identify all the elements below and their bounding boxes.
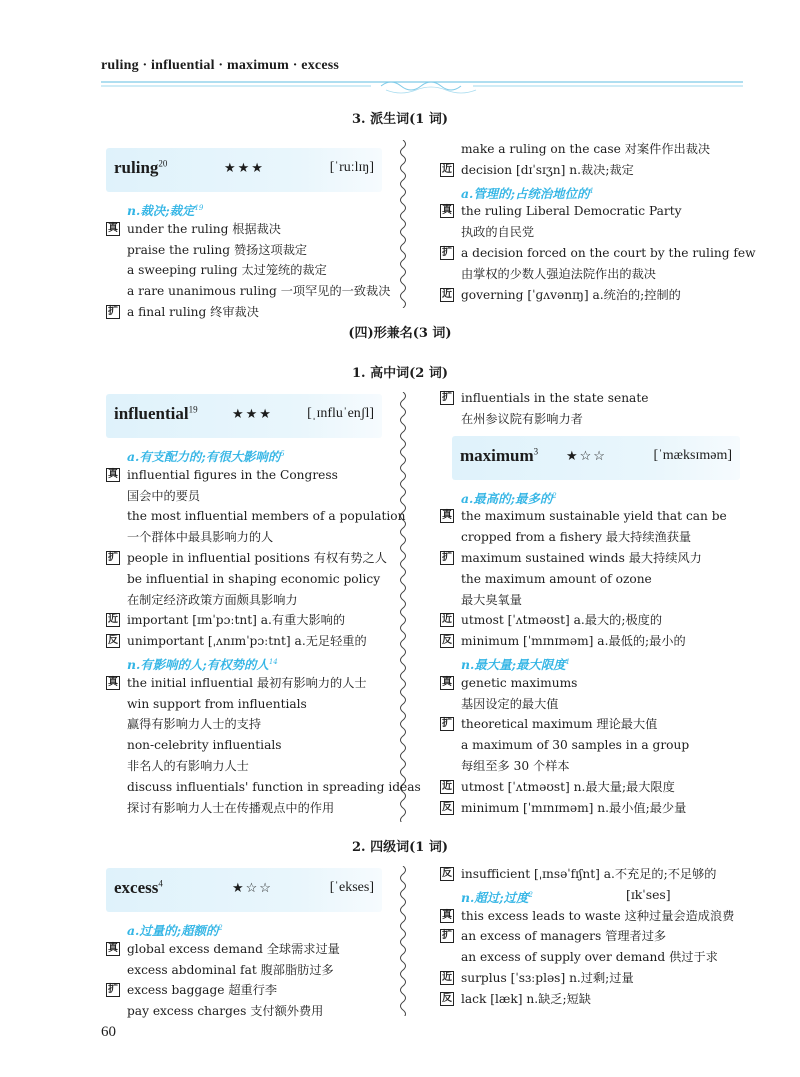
headword: ruling$^{20}$ [114, 158, 168, 177]
synonym-line: 近 decision [dɪˈsɪʒn] n.裁决;裁定 [442, 162, 634, 177]
example-line: 国会中的要员 [127, 488, 201, 503]
example-line: 基因设定的最大值 [461, 696, 559, 711]
page-number: 60 [101, 1024, 116, 1040]
near-label: 近 [442, 163, 452, 175]
headword: maximum$^3$ [460, 445, 539, 465]
example-line: 由掌权的少数人强迫法院作出的裁决 [461, 266, 656, 281]
example-line: 真 this excess leads to waste 这种过量会造成浪费 [442, 908, 735, 923]
headword-box [106, 394, 382, 438]
example-line: 执政的自民党 [461, 225, 535, 240]
example-line: 在州参议院有影响力者 [461, 411, 583, 426]
antonym-line: 反 minimum [ˈmɪnɪməm] n.最小值;最少量 [442, 800, 687, 815]
example-line: a sweeping ruling 太过笼统的裁定 [127, 263, 327, 278]
example-line: 扩 an excess of managers 管理者过多 [442, 929, 667, 944]
near-label: 近 [442, 971, 452, 983]
frequency-stars: ★★★ [224, 161, 265, 176]
synonym-line: 近 utmost [ˈʌtməʊst] n.最大量;最大限度 [442, 779, 675, 794]
header-ornament [101, 78, 743, 98]
sense: n.超过;过度$^2$ [ɪkˈses] [461, 886, 671, 905]
antonym-line: 反 insufficient [ˌɪnsəˈfɪʃnt] a.不充足的;不足够的 [442, 867, 717, 881]
real-label: 真 [108, 942, 118, 954]
example-line: 扩 a decision forced on the court by the ruling few [442, 245, 756, 260]
anti-label: 反 [442, 992, 452, 1004]
real-label: 真 [108, 468, 118, 480]
phonetic: [ˌɪnfluˈenʃl] [307, 406, 374, 421]
example-line: 真 the ruling Liberal Democratic Party [442, 204, 682, 219]
ext-label: 扩 [442, 246, 452, 258]
near-label: 近 [442, 780, 452, 792]
example-line: an excess of supply over demand 供过于求 [461, 950, 718, 965]
section-heading-derived: 3. 派生词(1 词) [352, 112, 448, 127]
example-line: a rare unanimous ruling 一项罕见的一致裁决 [127, 284, 391, 299]
section-heading-cet4: 2. 四级词(1 词) [352, 840, 448, 855]
frequency-stars: ★☆☆ [566, 448, 607, 464]
synonym-line: 近 surplus [ˈsɜːpləs] n.过剩;过量 [442, 970, 634, 985]
example-line: cropped from a fishery 最大持续渔获量 [461, 530, 692, 545]
example-line: praise the ruling 赞扬这项裁定 [127, 242, 308, 257]
synonym-line: 近 utmost [ˈʌtməʊst] a.最大的;极度的 [442, 613, 663, 628]
real-label: 真 [108, 676, 118, 688]
example-line: 非名人的有影响力人士 [127, 758, 249, 773]
ext-label: 扩 [108, 551, 118, 563]
near-label: 近 [442, 614, 452, 626]
example-line: 真 the maximum sustainable yield that can be [442, 509, 727, 524]
example-line: non-celebrity influentials [127, 738, 282, 753]
antonym-line: 反 lack [læk] n.缺乏;短缺 [442, 991, 591, 1006]
sense: a.最高的;最多的$^2$ [461, 490, 557, 506]
synonym-line: 近 governing [ˈɡʌvənɪŋ] a.统治的;控制的 [442, 287, 681, 302]
near-label: 近 [108, 614, 118, 626]
example-line: 扩 people in influential positions 有权有势之人 [108, 550, 387, 565]
anti-label: 反 [442, 635, 452, 647]
example-line: win support from influentials [127, 696, 307, 711]
near-label: 近 [442, 288, 452, 300]
example-line: 真 the initial influential 最初有影响力的人士 [108, 675, 367, 690]
example-line: 扩 maximum sustained winds 最大持续风力 [442, 550, 702, 565]
example-line: 每组至多 30 个样本 [461, 758, 570, 773]
ext-label: 扩 [442, 930, 452, 942]
example-line: 扩 influentials in the state senate [442, 391, 649, 405]
frequency-stars: ★☆☆ [232, 881, 273, 896]
example-line: the maximum amount of ozone [461, 571, 652, 586]
example-line: 探讨有影响力人士在传播观点中的作用 [127, 800, 335, 815]
sense: n.最大量;最大限度$^1$ [461, 657, 571, 673]
ext-label: 扩 [108, 305, 118, 317]
example-line: the most influential members of a population [127, 509, 406, 524]
real-label: 真 [108, 222, 118, 234]
headword-box [106, 148, 382, 192]
entry-influential [106, 388, 421, 818]
real-label: 真 [442, 676, 452, 688]
sense: a.过量的;超额的$^2$ [127, 923, 223, 939]
entry-excess [106, 862, 382, 1022]
headword-box [106, 868, 382, 912]
phonetic: [ɪkˈses] [626, 886, 671, 902]
example-line: pay excess charges 支付额外费用 [127, 1004, 324, 1019]
real-label: 真 [442, 909, 452, 921]
column-divider [397, 392, 409, 822]
running-header: ruling · influential · maximum · excess [101, 58, 340, 73]
ext-label: 扩 [442, 718, 452, 730]
column-divider [397, 866, 409, 1016]
section-heading-highschool: 1. 高中词(2 词) [352, 366, 448, 381]
sense: a.管理的;占统治地位的$^1$ [461, 185, 594, 201]
sense: n.有影响的人;有权势的人$^{14}$ [127, 657, 278, 673]
section-heading-adj-noun: (四)形兼名(3 词) [348, 326, 452, 341]
example-line: 赢得有影响力人士的支持 [127, 717, 262, 732]
example-line: 扩 excess baggage 超重行李 [108, 983, 278, 998]
example-line: make a ruling on the case 对案件作出裁决 [461, 142, 711, 156]
example-line: 真 influential figures in the Congress [108, 467, 338, 482]
example-line: 扩 theoretical maximum 理论最大值 [442, 717, 658, 732]
entry-maximum [440, 388, 740, 818]
sense: a.有支配力的;有很大影响的$^5$ [127, 449, 285, 465]
anti-label: 反 [442, 868, 452, 879]
phonetic: [ˈruːlɪŋ] [329, 160, 374, 175]
example-line: 真 genetic maximums [442, 675, 578, 690]
example-line: 真 global excess demand 全球需求过量 [108, 941, 340, 956]
ext-label: 扩 [108, 984, 118, 996]
frequency-stars: ★★★ [232, 407, 273, 422]
entry-excess-continued [440, 864, 740, 1010]
ext-label: 扩 [442, 392, 452, 403]
example-line: excess abdominal fat 腹部脂肪过多 [127, 962, 334, 977]
column-divider [397, 140, 409, 308]
example-line: 一个群体中最具影响力的人 [127, 530, 274, 545]
headword: excess$^4$ [114, 878, 163, 897]
phonetic: [ˈekses] [329, 880, 374, 895]
phonetic: [ˈmæksɪməm] [653, 447, 732, 463]
real-label: 真 [442, 510, 452, 522]
real-label: 真 [442, 205, 452, 217]
synonym-line: 近 important [ɪmˈpɔːtnt] a.有重大影响的 [108, 613, 346, 628]
example-line: be influential in shaping economic policy [127, 571, 381, 586]
headword-box [452, 436, 740, 480]
example-line: 真 under the ruling 根据裁决 [108, 221, 281, 236]
example-line: discuss influentials' function in spreading ideas [127, 779, 421, 794]
anti-label: 反 [442, 801, 452, 813]
headword: influential$^{19}$ [114, 404, 198, 423]
example-line: a maximum of 30 samples in a group [461, 738, 690, 753]
sense: n.裁决;裁定$^{19}$ [127, 203, 204, 219]
example-line: 最大臭氧量 [461, 592, 522, 607]
entry-ruling [106, 142, 391, 323]
antonym-line: 反 unimportant [ˌʌnɪmˈpɔːtnt] a.无足轻重的 [108, 634, 367, 649]
example-line: 扩 a final ruling 终审裁决 [108, 304, 259, 319]
ext-label: 扩 [442, 551, 452, 563]
example-line: 在制定经济政策方面颇具影响力 [127, 592, 298, 607]
entry-ruling-continued [440, 139, 756, 305]
antonym-line: 反 minimum [ˈmɪnɪməm] a.最低的;最小的 [442, 634, 686, 649]
anti-label: 反 [108, 635, 118, 647]
